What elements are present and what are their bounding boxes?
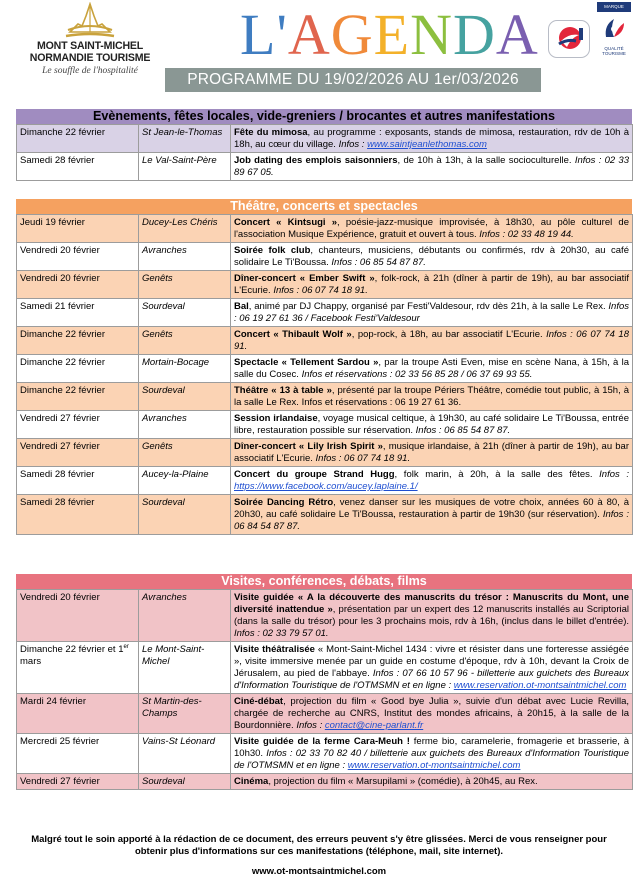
event-info: Infos : 02 33 48 19 44.	[479, 229, 574, 240]
event-details: , par la troupe Asti Even, mise en scène Nana, à 15h, à la salle du Cosec.	[234, 357, 629, 380]
event-date-text: Dimanche 22 février et 1	[20, 644, 124, 655]
event-link[interactable]: www.reservation.ot-montsaintmichel.com	[453, 680, 627, 691]
event-name: Visite théâtralisée	[234, 644, 315, 655]
badge-caption: QUALITÉ TOURISME	[602, 46, 626, 56]
event-name: Concert « Kintsugi »	[234, 217, 338, 228]
event-date	[17, 327, 139, 355]
event-date	[17, 495, 139, 535]
event-date-text: Dimanche 22 février	[20, 357, 106, 368]
section-title: Visites, conférences, débats, films	[16, 574, 632, 589]
logo-tagline: Le souffle de l'hospitalité	[42, 66, 138, 76]
event-date-text: Vendredi 20 février	[20, 592, 100, 603]
table-row	[17, 411, 633, 439]
event-description	[231, 355, 633, 383]
event-description	[231, 495, 633, 535]
table-row	[17, 734, 633, 774]
logo-line-2: NORMANDIE TOURISME	[29, 52, 151, 64]
event-date	[17, 243, 139, 271]
event-info: Infos :	[599, 469, 629, 480]
event-date	[17, 642, 139, 694]
page-header	[0, 0, 638, 100]
tourism-office-logo	[28, 2, 152, 80]
event-location: Vains-St Léonard	[139, 734, 231, 774]
event-location: Avranches	[139, 243, 231, 271]
table-row	[17, 590, 633, 642]
event-location: Le Mont-Saint-Michel	[139, 642, 231, 694]
event-details: , chanteurs, musiciens, débutants ou confirmés, rdv à 20h30, au café solidaire Le Ti'Boussa.	[234, 245, 629, 268]
event-date-text: Dimanche 22 février	[20, 127, 106, 138]
event-description	[231, 411, 633, 439]
event-details: , de 10h à 13h, à la salle socioculturelle.	[397, 155, 575, 166]
event-date-text: Samedi 28 février	[20, 497, 95, 508]
event-details: , présenté par la troupe Périers Théâtre, comédie tout public, à 15h, à la salle Le Rex. Infos et réservations : 06 19 27 61 36.	[234, 385, 630, 408]
event-info: Infos et réservations : 02 33 56 85 28 / 06 37 69 93 55.	[301, 369, 533, 380]
event-name: Soirée Dancing Rétro	[234, 497, 334, 508]
event-name: Job dating des emplois saisonniers	[234, 155, 398, 166]
event-info: Infos : 07 66 10 57 96 - billetterie aux guichets des Bureaux d'Information Touristique de l'OTMSMN et en ligne :	[234, 668, 630, 691]
section-title: Evènements, fêtes locales, vide-greniers / brocantes et autres manifestations	[16, 109, 632, 124]
table-row	[17, 467, 633, 495]
event-description	[231, 125, 633, 153]
section-title: Théâtre, concerts et spectacles	[16, 199, 632, 214]
certification-mark-icon	[549, 21, 591, 59]
table-row	[17, 327, 633, 355]
event-description	[231, 327, 633, 355]
event-description	[231, 243, 633, 271]
event-name: Bal	[234, 301, 249, 312]
event-date	[17, 299, 139, 327]
qualite-tourisme-icon	[600, 15, 628, 43]
section-visits-conferences	[16, 574, 632, 790]
event-details: , poésie-jazz-musique improvisée, à 18h30, au pôle culturel de l'association Musique Expérience, gratuit et ouvert à tous.	[234, 217, 629, 240]
event-location: Ducey-Les Chéris	[139, 215, 231, 243]
event-location: Mortain-Bocage	[139, 355, 231, 383]
event-details: « Mont-Saint-Michel 1434 : vivre et résister dans une forteresse assiégée », visite immersive menée par un guide en costume d'époque, rdv à 10h, devant la Croix de Jérusalem, au pied de l'abbaye.	[234, 644, 629, 679]
event-date-text: Mardi 24 février	[20, 696, 86, 707]
event-date-text: Vendredi 27 février	[20, 776, 100, 787]
table-row	[17, 215, 633, 243]
table-row	[17, 355, 633, 383]
event-info: Infos : 06 19 27 61 36 / Facebook Festi'Valdesour	[234, 301, 629, 324]
event-date-text: Dimanche 22 février	[20, 329, 106, 340]
table-row	[17, 383, 633, 411]
event-details: , animé par DJ Chappy, organisé par Festi'Valdesour, rdv dès 21h, à la salle Le Rex.	[248, 301, 609, 312]
event-info: Infos :	[296, 720, 325, 731]
event-name: Concert du groupe Strand Hugg	[234, 469, 395, 480]
event-info: Infos : 06 84 54 87 87.	[234, 509, 630, 532]
event-info: Infos : 06 85 54 87 87.	[331, 257, 426, 268]
event-name: Concert « Thibault Wolf »	[234, 329, 352, 340]
event-date	[17, 590, 139, 642]
event-name: Visite guidée « A la découverte des manuscrits du trésor : Manuscrits du Mont, une diversité inattendue »	[234, 592, 629, 615]
qualite-tourisme-badge	[597, 0, 631, 64]
event-info: Infos : 02 33 89 67 05.	[234, 155, 629, 178]
event-description	[231, 642, 633, 694]
event-link[interactable]: contact@cine-parlant.fr	[324, 720, 424, 731]
badge-registered-label: MARQUE ENREGISTRÉE	[597, 4, 631, 19]
table-row	[17, 439, 633, 467]
mont-saint-michel-logo-icon	[64, 2, 116, 38]
event-name: Session irlandaise	[234, 413, 318, 424]
event-description	[231, 299, 633, 327]
agenda-title-letter: A	[495, 2, 539, 67]
agenda-title-letter: N	[410, 2, 453, 67]
event-date	[17, 411, 139, 439]
theatre-table	[16, 214, 633, 535]
event-link[interactable]: www.saintjeanlethomas.com	[367, 139, 487, 150]
event-description	[231, 734, 633, 774]
agenda-title-letter: E	[373, 2, 411, 67]
event-date	[17, 774, 139, 790]
event-info: Infos : 06 07 74 18 91.	[234, 329, 629, 352]
event-description	[231, 215, 633, 243]
event-description	[231, 271, 633, 299]
table-row	[17, 774, 633, 790]
event-name: Fête du mimosa	[234, 127, 308, 138]
event-description	[231, 467, 633, 495]
event-location: St Martin-des-Champs	[139, 694, 231, 734]
event-date-text: Vendredi 20 février	[20, 273, 100, 284]
event-date	[17, 355, 139, 383]
tourism-certification-badge	[548, 20, 590, 58]
agenda-title-letter: G	[330, 2, 374, 67]
event-date	[17, 439, 139, 467]
table-row	[17, 495, 633, 535]
event-location: Sourdeval	[139, 383, 231, 411]
event-info: Infos : 02 33 79 57 01.	[234, 628, 329, 639]
event-location: Genêts	[139, 327, 231, 355]
event-date	[17, 694, 139, 734]
event-info: Infos :	[338, 139, 368, 150]
section-events	[16, 109, 632, 181]
event-location: St Jean-le-Thomas	[139, 125, 231, 153]
event-name: Dîner-concert « Lily Irish Spirit »	[234, 441, 383, 452]
section-theatre-concerts	[16, 199, 632, 535]
event-location: Sourdeval	[139, 774, 231, 790]
event-description	[231, 153, 633, 181]
event-info: Infos : 06 07 74 18 91.	[315, 453, 411, 464]
event-location: Genêts	[139, 271, 231, 299]
events-table	[16, 124, 633, 181]
event-details: , au programme : exposants, stands de mimosa, restauration, rdv de 10h à 18h, au cœur du village.	[234, 127, 629, 150]
event-date-superscript: er	[123, 643, 129, 650]
table-row	[17, 243, 633, 271]
table-row	[17, 153, 633, 181]
event-description	[231, 383, 633, 411]
event-date-text: Vendredi 20 février	[20, 245, 100, 256]
event-info: Infos : 02 33 70 82 40 / billetterie aux guichets des Bureaux d'Information Touristique de l'OTMSMN et en ligne :	[234, 748, 629, 771]
table-row	[17, 271, 633, 299]
table-row	[17, 299, 633, 327]
agenda-title-letter: D	[453, 2, 496, 67]
event-name: Ciné-débat	[234, 696, 284, 707]
event-details: , pop-rock, à 18h, au bar associatif L'Ecurie.	[351, 329, 547, 340]
event-date-tail: mars	[20, 656, 42, 667]
event-location: Aucey-la-Plaine	[139, 467, 231, 495]
event-name: Théâtre « 13 à table »	[234, 385, 332, 396]
event-details: , musique irlandaise, à 21h (dîner à partir de 19h), au bar associatif L'Ecurie.	[234, 441, 630, 464]
visits-table	[16, 589, 633, 790]
event-date	[17, 383, 139, 411]
event-date-text: Samedi 28 février	[20, 469, 95, 480]
agenda-title	[240, 2, 539, 68]
agenda-title-letter: '	[276, 2, 288, 67]
event-date	[17, 125, 139, 153]
event-date-text: Vendredi 27 février	[20, 413, 100, 424]
event-location: Genêts	[139, 439, 231, 467]
event-location: Avranches	[139, 590, 231, 642]
event-date	[17, 467, 139, 495]
event-link[interactable]: https://www.facebook.com/aucey.laplaine.1/	[234, 481, 418, 492]
event-name: Soirée folk club	[234, 245, 311, 256]
event-date-text: Jeudi 19 février	[20, 217, 85, 228]
event-date	[17, 271, 139, 299]
event-details: , projection du film « Good bye Julia », suivie d'un débat avec Lucie Revilla, chargée de recherche au CNRS, Institut des mondes africains, à 20h15, à la salle de la Bourdonnière.	[234, 696, 629, 731]
event-details: , venez danser sur les musiques de votre choix, années 60 à 80, à 20h30, au café solidaire Le Ti'Boussa, restauration à partir de 19h30 (sur réservation).	[234, 497, 630, 520]
website-url[interactable]: www.ot-montsaintmichel.com	[251, 866, 387, 877]
event-details: , folk-rock, à 21h (dîner à partir de 19h), au bar associatif L'Ecurie.	[234, 273, 629, 296]
event-description	[231, 694, 633, 734]
event-details: ferme bio, caramelerie, fromagerie et brasserie, à 10h30.	[234, 736, 630, 759]
event-info: Infos : 06 07 74 18 91.	[273, 285, 368, 296]
event-details: , présentation par un expert des 12 manuscrits installés au Scriptorial (dans la salle du trésor) pour les 3 prochains mois, rdv à 16h, (inclus dans le billet d'entrée).	[234, 604, 629, 627]
event-date	[17, 215, 139, 243]
event-details: , folk marin, à 20h, à la salle des fêtes.	[394, 469, 600, 480]
event-location: Sourdeval	[139, 495, 231, 535]
table-row	[17, 694, 633, 734]
event-description	[231, 439, 633, 467]
event-date-text: Samedi 21 février	[20, 301, 95, 312]
agenda-title-letter: A	[287, 2, 331, 67]
event-date-text: Mercredi 25 février	[20, 736, 100, 747]
event-name: Dîner-concert « Ember Swift »	[234, 273, 375, 284]
event-name: Visite guidée de la ferme Cara-Meuh !	[234, 736, 410, 747]
event-location: Sourdeval	[139, 299, 231, 327]
event-link[interactable]: www.reservation.ot-montsaintmichel.com	[347, 760, 521, 771]
event-name: Cinéma	[234, 776, 269, 787]
agenda-title-letter: L	[240, 2, 277, 67]
event-date	[17, 153, 139, 181]
logo-line-1: MONT SAINT-MICHEL	[36, 40, 144, 52]
event-location: Le Val-Saint-Père	[139, 153, 231, 181]
event-date	[17, 734, 139, 774]
event-date-text: Samedi 28 février	[20, 155, 95, 166]
table-row	[17, 642, 633, 694]
event-description	[231, 590, 633, 642]
event-name: Spectacle « Tellement Sardou »	[234, 357, 379, 368]
event-details: , voyage musical celtique, à 19h30, au café solidaire Le Ti'Boussa, entrée libre, restauration possible sur réservation.	[234, 413, 629, 436]
disclaimer-note: Malgré tout le soin apporté à la rédaction de ce document, des erreurs peuvent s'y être glissées. Merci de vous renseigner pour obtenir plus d'informations sur ces manifestations (téléphone, mail, site internet).	[31, 834, 607, 857]
table-row	[17, 125, 633, 153]
event-date-text: Dimanche 22 février	[20, 385, 106, 396]
event-location: Avranches	[139, 411, 231, 439]
event-date-text: Vendredi 27 février	[20, 441, 100, 452]
event-info: Infos : 06 85 54 87 87.	[415, 425, 511, 436]
event-description	[231, 774, 633, 790]
event-details: , projection du film « Marsupilami » (comédie), à 20h45, au Rex.	[268, 776, 538, 787]
programme-dates-banner: PROGRAMME DU 19/02/2026 AU 1er/03/2026	[165, 68, 541, 92]
